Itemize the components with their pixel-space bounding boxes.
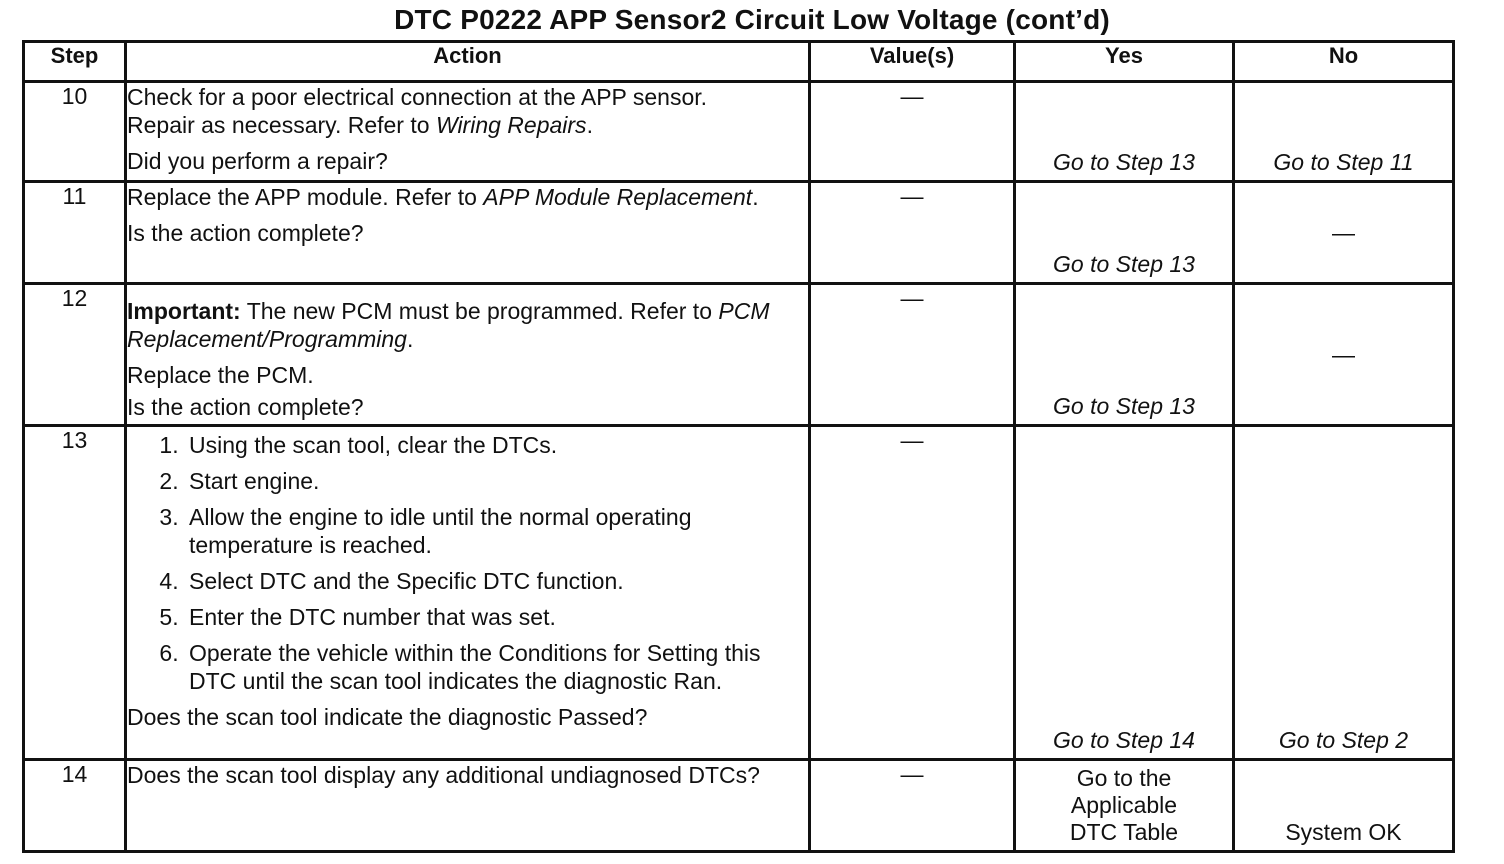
action-question: Does the scan tool indicate the diagnostic Passed? (127, 704, 648, 730)
action-cell (126, 182, 810, 284)
yes-instruction: Go to the Applicable DTC Table (1069, 765, 1179, 845)
value-cell: — (810, 182, 1015, 284)
table-row (24, 82, 1454, 182)
yes-goto: Go to Step 13 (1053, 251, 1195, 277)
action-cell (126, 426, 810, 760)
yes-cell (1015, 760, 1234, 852)
action-cell (126, 760, 810, 852)
table-row (24, 426, 1454, 760)
action-question: Did you perform a repair? (127, 148, 388, 174)
header-step: Step (24, 42, 126, 82)
action-cell (126, 284, 810, 426)
step-number: 10 (24, 82, 126, 182)
step-number: 14 (24, 760, 126, 852)
no-cell (1234, 82, 1454, 182)
step-number: 12 (24, 284, 126, 426)
action-cell (126, 82, 810, 182)
important-label: Important: (127, 298, 241, 324)
yes-cell (1015, 284, 1234, 426)
yes-goto: Go to Step 13 (1053, 149, 1195, 175)
value-cell: — (810, 426, 1015, 760)
yes-goto: Go to Step 13 (1053, 393, 1195, 419)
diagnostic-table (22, 40, 1455, 853)
no-result: System OK (1285, 819, 1402, 845)
action-question: Is the action complete? (127, 220, 364, 246)
no-dash: — (1332, 341, 1355, 367)
no-cell (1234, 182, 1454, 284)
no-cell (1234, 426, 1454, 760)
list-item: 2. Start engine. (185, 467, 808, 495)
table-row (24, 760, 1454, 852)
yes-cell (1015, 182, 1234, 284)
no-goto: Go to Step 11 (1273, 149, 1414, 175)
no-cell (1234, 284, 1454, 426)
action-text: Check for a poor electrical connection at the APP sensor. (127, 84, 708, 110)
yes-goto: Go to Step 14 (1053, 727, 1195, 753)
header-row (24, 42, 1454, 82)
reference-link: APP Module Replacement (483, 184, 753, 210)
table-row (24, 182, 1454, 284)
action-question: Is the action complete? (127, 394, 364, 420)
document-title: DTC P0222 APP Sensor2 Circuit Low Voltage (cont’d) (394, 4, 1110, 35)
no-dash: — (1332, 219, 1355, 245)
reference-link: PCM Replacement/Programming (127, 298, 770, 352)
no-goto: Go to Step 2 (1278, 727, 1409, 753)
step-number: 13 (24, 426, 126, 760)
action-text: Replace the APP module. Refer to APP Module Replacement. (127, 184, 759, 210)
action-text: Repair as necessary. Refer to Wiring Repairs. (127, 112, 593, 138)
list-item: 6. Operate the vehicle within the Conditions for Setting this DTC until the scan tool indicates the diagnostic Ran. (185, 639, 808, 695)
list-item: 1. Using the scan tool, clear the DTCs. (185, 431, 808, 459)
yes-cell (1015, 82, 1234, 182)
procedure-list (127, 431, 808, 695)
action-question: Does the scan tool display any additional undiagnosed DTCs? (127, 762, 760, 788)
list-item: 5. Enter the DTC number that was set. (185, 603, 808, 631)
header-values: Value(s) (810, 42, 1015, 82)
action-text: Replace the PCM. (127, 362, 314, 388)
header-no: No (1234, 42, 1454, 82)
step-number: 11 (24, 182, 126, 284)
header-yes: Yes (1015, 42, 1234, 82)
important-note: Important: The new PCM must be programmed. Refer to PCM Replacement/Programming. (127, 298, 770, 352)
table-row (24, 284, 1454, 426)
no-cell (1234, 760, 1454, 852)
value-cell: — (810, 760, 1015, 852)
yes-cell (1015, 426, 1234, 760)
list-item: 3. Allow the engine to idle until the normal operating temperature is reached. (185, 503, 808, 559)
list-item: 4. Select DTC and the Specific DTC function. (185, 567, 808, 595)
header-action: Action (126, 42, 810, 82)
value-cell: — (810, 82, 1015, 182)
value-cell: — (810, 284, 1015, 426)
reference-link: Wiring Repairs (435, 112, 587, 138)
